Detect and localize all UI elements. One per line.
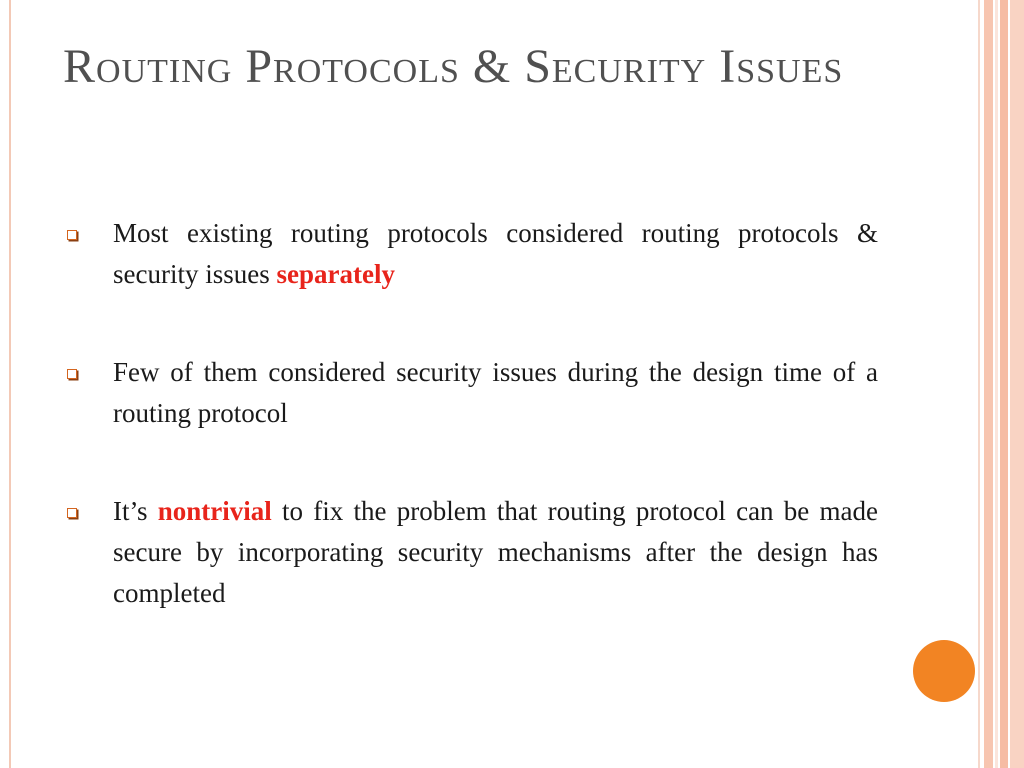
bullet-text: Most existing routing protocols considered routing protocols & security issues — [113, 218, 878, 289]
right-decorative-stripe — [984, 0, 993, 768]
bullet-item — [63, 352, 878, 434]
bullet-text-tail: to fix the problem that routing protocol can be made secure by incorporating security mechanisms after the design has completed — [113, 496, 878, 608]
bullet-item — [63, 213, 878, 295]
square-bullet-icon — [67, 508, 77, 518]
bullet-highlight: nontrivial — [157, 496, 272, 526]
orange-circle-decoration — [913, 640, 975, 702]
right-decorative-stripe — [1010, 0, 1024, 768]
right-decorative-stripe — [978, 0, 980, 768]
right-decorative-stripe — [995, 0, 998, 768]
bullet-text: Few of them considered security issues during the design time of a routing protocol — [113, 357, 878, 428]
bullet-text: It’s — [113, 496, 158, 526]
slide-title: Routing Protocols & Security Issues — [63, 40, 844, 93]
square-bullet-icon — [67, 369, 77, 379]
bullet-highlight: separately — [276, 259, 395, 289]
bullet-item — [63, 491, 878, 614]
left-border-line — [9, 0, 11, 768]
square-bullet-icon — [67, 230, 77, 240]
bullet-list — [63, 213, 878, 614]
right-decorative-stripe — [1000, 0, 1008, 768]
